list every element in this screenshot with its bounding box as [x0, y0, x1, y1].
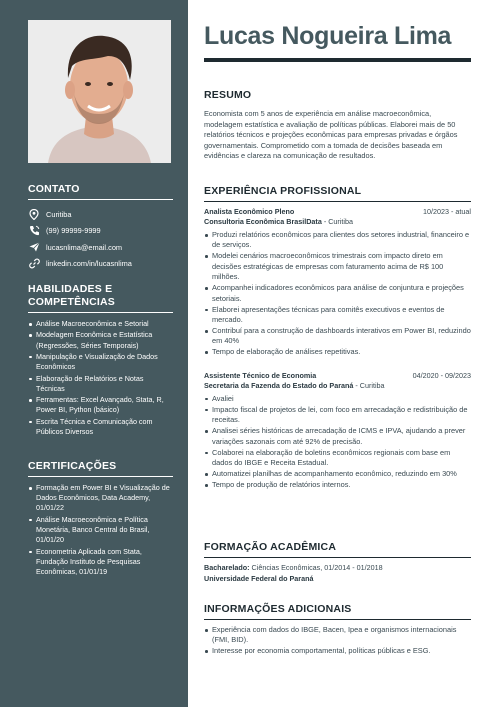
list-item: Elaboração de Relatórios e Notas Técnicas — [28, 374, 173, 394]
contact-linkedin-text: linkedin.com/in/lucasnlima — [46, 259, 132, 268]
name-divider — [204, 58, 471, 62]
list-item: Análise Macroeconômica e Política Monetária, Banco Central do Brasil, 01/01/20 — [28, 515, 173, 546]
job-bullets — [204, 230, 471, 358]
sidebar — [0, 0, 188, 707]
list-item: Econometria Aplicada com Stata, Fundação Instituto de Pesquisas Econômicas, 01/01/19 — [28, 547, 173, 578]
job-company-line — [204, 381, 471, 392]
job-date: 04/2020 - 09/2023 — [412, 370, 471, 380]
list-item: Manipulação e Visualização de Dados Econômicos — [28, 352, 173, 372]
job-company: Secretaria da Fazenda do Estado do Paraná — [204, 381, 354, 391]
contact-section — [28, 183, 173, 272]
list-item: Automatizei planilhas de acompanhamento econômico, reduzindo em 30% — [204, 469, 471, 479]
job-city: - Curitiba — [321, 217, 353, 227]
list-item: Análise Macroeconômica e Setorial — [28, 319, 173, 329]
education-degree-label: Bacharelado: — [204, 563, 250, 572]
experience-title: EXPERIÊNCIA PROFISSIONAL — [204, 185, 471, 202]
contact-title: CONTATO — [28, 183, 173, 200]
list-item: Escrita Técnica e Comunicação com Públicos Diversos — [28, 417, 173, 437]
education-school: Universidade Federal do Paraná — [204, 573, 314, 583]
contact-email-text: lucasnlima@email.com — [46, 242, 123, 252]
job-city: - Curitiba — [353, 381, 385, 391]
contact-location-text: Curitiba — [46, 209, 72, 219]
additional-section — [204, 603, 471, 657]
profile-photo — [28, 20, 171, 163]
job-role: Assistente Técnico de Economia — [204, 370, 317, 380]
contact-email[interactable] — [28, 239, 173, 255]
list-item: Tempo de elaboração de análises repetitivas. — [204, 347, 471, 357]
summary-title: RESUMO — [204, 89, 252, 101]
job-entry — [204, 207, 471, 358]
list-item: Tempo de produção de relatórios internos. — [204, 480, 471, 490]
list-item: Analisei séries históricas de arrecadação de ICMS e IPVA, ajudando a prever variações sazonais com até 92% de precisão. — [204, 426, 471, 447]
education-title: FORMAÇÃO ACADÊMICA — [204, 541, 471, 558]
additional-title: INFORMAÇÕES ADICIONAIS — [204, 603, 471, 620]
job-bullets — [204, 394, 471, 491]
job-company: Consultoria Econômica BrasilData — [204, 217, 322, 227]
link-icon — [28, 258, 40, 270]
list-item: Contribuí para a construção de dashboards interativos em Power BI, reduzindo em 40% — [204, 326, 471, 347]
contact-phone-text: (99) 99999-9999 — [46, 226, 101, 235]
contact-location — [28, 206, 173, 222]
skills-title: HABILIDADES E COMPETÊNCIAS — [28, 283, 173, 313]
candidate-name: Lucas Nogueira Lima — [204, 22, 452, 50]
education-degree-text: Ciências Econômicas, 01/2014 - 01/2018 — [249, 563, 383, 572]
location-pin-icon — [28, 208, 40, 220]
job-entry — [204, 371, 471, 491]
list-item: Modelei cenários macroeconômicos trimestrais com impacto direto em decisões estratégicas de empresas com faturamento acima de R$ 100 milhões. — [204, 251, 471, 282]
list-item: Experiência com dados do IBGE, Bacen, Ipea e organismos internacionais (FMI, BID). — [204, 625, 471, 646]
education-degree-line — [204, 563, 471, 574]
list-item: Ferramentas: Excel Avançado, Stata, R, Power BI, Python (básico) — [28, 395, 173, 415]
send-icon — [28, 241, 40, 253]
list-item: Acompanhei indicadores econômicos para análise de conjuntura e projeções setoriais. — [204, 283, 471, 304]
list-item: Colaborei na elaboração de boletins econômicos regionais com base em dados do IBGE e Receita Estadual. — [204, 448, 471, 469]
list-item: Formação em Power BI e Visualização de Dados Econômicos, Data Academy, 01/01/22 — [28, 483, 173, 514]
summary-text: Economista com 5 anos de experiência em análise macroeconômica, modelagem estatística e avaliação de políticas públicas. Elaborei mais de 50 relatórios técnicos e projeções econômicas para empresas privadas e órgãos governamentais. Comprometido com a tomada de decisões baseada em evidências e clareza na comunicação de resultados. — [204, 109, 458, 161]
list-item: Modelagem Econômica e Estatística (Regressões, Séries Temporais) — [28, 330, 173, 350]
list-item: Interesse por economia comportamental, políticas públicas e ESG. — [204, 646, 471, 656]
certifications-title: CERTIFICAÇÕES — [28, 460, 173, 477]
skills-list — [28, 319, 173, 437]
job-role: Analista Econômico Pleno — [204, 207, 295, 216]
summary-section — [204, 89, 471, 162]
additional-list — [204, 625, 471, 657]
education-section — [204, 541, 471, 584]
list-item: Impacto fiscal de projetos de lei, com foco em arrecadação e redistribuição de receitas. — [204, 405, 471, 426]
certifications-section — [28, 460, 173, 578]
job-date: 10/2023 - atual — [423, 207, 471, 216]
certifications-list — [28, 483, 173, 577]
skills-section — [28, 283, 173, 438]
list-item: Produzi relatórios econômicos para clientes dos setores industrial, financeiro e de serviços. — [204, 230, 471, 251]
job-company-line — [204, 217, 471, 228]
experience-section — [204, 185, 471, 491]
phone-icon — [28, 225, 40, 237]
list-item: Avaliei — [204, 394, 471, 404]
list-item: Elaborei apresentações técnicas para comitês executivos e eventos de mercado. — [204, 305, 471, 326]
education-school-line — [204, 574, 471, 585]
contact-phone — [28, 223, 173, 239]
contact-linkedin[interactable] — [28, 256, 173, 272]
